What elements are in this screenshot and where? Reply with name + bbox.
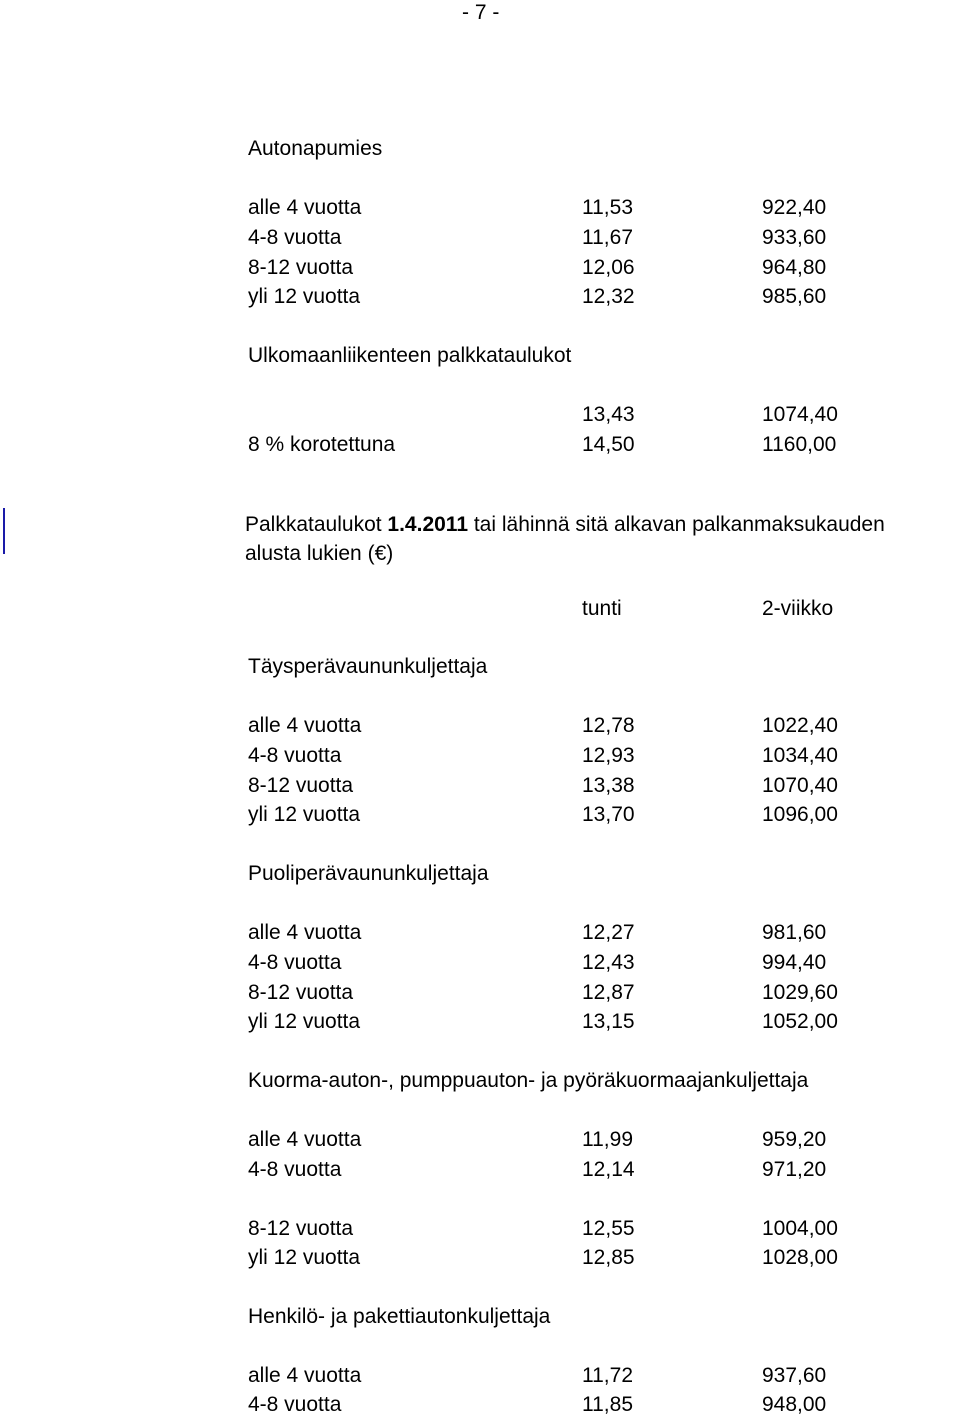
row-label: yli 12 vuotta: [248, 1246, 361, 1269]
row-two-week-value: 1004,00: [762, 1217, 838, 1240]
section-heading-henkiloauto: Henkilö- ja pakettiautonkuljettaja: [248, 1305, 551, 1328]
row-hour-value: 11,67: [582, 226, 633, 249]
row-hour-value: 12,06: [582, 256, 635, 279]
row-two-week-value: 933,60: [762, 226, 827, 249]
row-label: alle 4 vuotta: [248, 1364, 362, 1387]
row-label: alle 4 vuotta: [248, 714, 362, 737]
row-label: alle 4 vuotta: [248, 196, 362, 219]
section-heading-puoliperavaunu: Puoliperävaununkuljettaja: [248, 862, 489, 885]
row-two-week-value: 922,40: [762, 196, 827, 219]
section-heading-autonapumies: Autonapumies: [248, 137, 383, 160]
row-two-week-value: 981,60: [762, 921, 827, 944]
row-hour-value: 13,43: [582, 403, 635, 426]
section-heading-taysperavaunu: Täysperävaununkuljettaja: [248, 655, 488, 678]
row-hour-value: 12,87: [582, 981, 635, 1004]
row-label: alle 4 vuotta: [248, 921, 362, 944]
row-two-week-value: 1052,00: [762, 1010, 838, 1033]
palkkataulukot-suffix: tai lähinnä sitä alkavan palkanmaksukauden: [468, 513, 885, 536]
row-two-week-value: 1022,40: [762, 714, 838, 737]
section-heading-ulkomaanliikenne: Ulkomaanliikenteen palkkataulukot: [248, 344, 572, 367]
row-hour-value: 12,55: [582, 1217, 635, 1240]
row-hour-value: 11,85: [582, 1393, 633, 1416]
column-header-hour: tunti: [582, 597, 622, 620]
row-two-week-value: 937,60: [762, 1364, 827, 1387]
row-label: yli 12 vuotta: [248, 1010, 361, 1033]
row-hour-value: 11,53: [582, 196, 633, 219]
row-two-week-value: 964,80: [762, 256, 827, 279]
row-two-week-value: 985,60: [762, 285, 827, 308]
row-hour-value: 12,27: [582, 921, 635, 944]
row-two-week-value: 948,00: [762, 1393, 827, 1416]
palkkataulukot-date: 1.4.2011: [387, 513, 469, 536]
column-header-two-week: 2-viikko: [762, 597, 834, 620]
row-label: 8-12 vuotta: [248, 1217, 354, 1240]
row-two-week-value: 994,40: [762, 951, 827, 974]
row-label: 8-12 vuotta: [248, 256, 354, 279]
row-label: 8 % korotettuna: [248, 433, 396, 456]
row-two-week-value: 1029,60: [762, 981, 838, 1004]
row-two-week-value: 1034,40: [762, 744, 838, 767]
section-heading-kuorma-auto: Kuorma-auton-, pumppuauton- ja pyöräkuormaajankuljettaja: [248, 1069, 809, 1092]
row-label: yli 12 vuotta: [248, 803, 361, 826]
row-label: 4-8 vuotta: [248, 226, 342, 249]
row-hour-value: 12,85: [582, 1246, 635, 1269]
row-label: alle 4 vuotta: [248, 1128, 362, 1151]
row-hour-value: 12,78: [582, 714, 635, 737]
paragraph-palkkataulukot-line1: [245, 514, 885, 535]
palkkataulukot-prefix: Palkkataulukot: [245, 513, 388, 536]
row-hour-value: 14,50: [582, 433, 635, 456]
row-label: 4-8 vuotta: [248, 1158, 342, 1181]
row-hour-value: 11,99: [582, 1128, 633, 1151]
row-hour-value: 12,43: [582, 951, 635, 974]
row-two-week-value: 1028,00: [762, 1246, 838, 1269]
row-hour-value: 13,15: [582, 1010, 635, 1033]
row-hour-value: 13,70: [582, 803, 635, 826]
row-hour-value: 11,72: [582, 1364, 633, 1387]
page-number: - 7 -: [462, 1, 500, 24]
row-label: 4-8 vuotta: [248, 1393, 342, 1416]
row-label: 4-8 vuotta: [248, 744, 342, 767]
row-hour-value: 12,32: [582, 285, 635, 308]
row-label: yli 12 vuotta: [248, 285, 361, 308]
row-two-week-value: 959,20: [762, 1128, 827, 1151]
revision-change-bar: [3, 508, 5, 554]
row-hour-value: 13,38: [582, 774, 635, 797]
row-two-week-value: 1074,40: [762, 403, 838, 426]
paragraph-palkkataulukot-line2: alusta lukien (€): [245, 542, 394, 565]
row-two-week-value: 1070,40: [762, 774, 838, 797]
row-two-week-value: 1160,00: [762, 433, 837, 456]
row-hour-value: 12,93: [582, 744, 635, 767]
row-hour-value: 12,14: [582, 1158, 635, 1181]
row-two-week-value: 1096,00: [762, 803, 838, 826]
row-label: 8-12 vuotta: [248, 774, 354, 797]
row-two-week-value: 971,20: [762, 1158, 827, 1181]
row-label: 8-12 vuotta: [248, 981, 354, 1004]
row-label: 4-8 vuotta: [248, 951, 342, 974]
